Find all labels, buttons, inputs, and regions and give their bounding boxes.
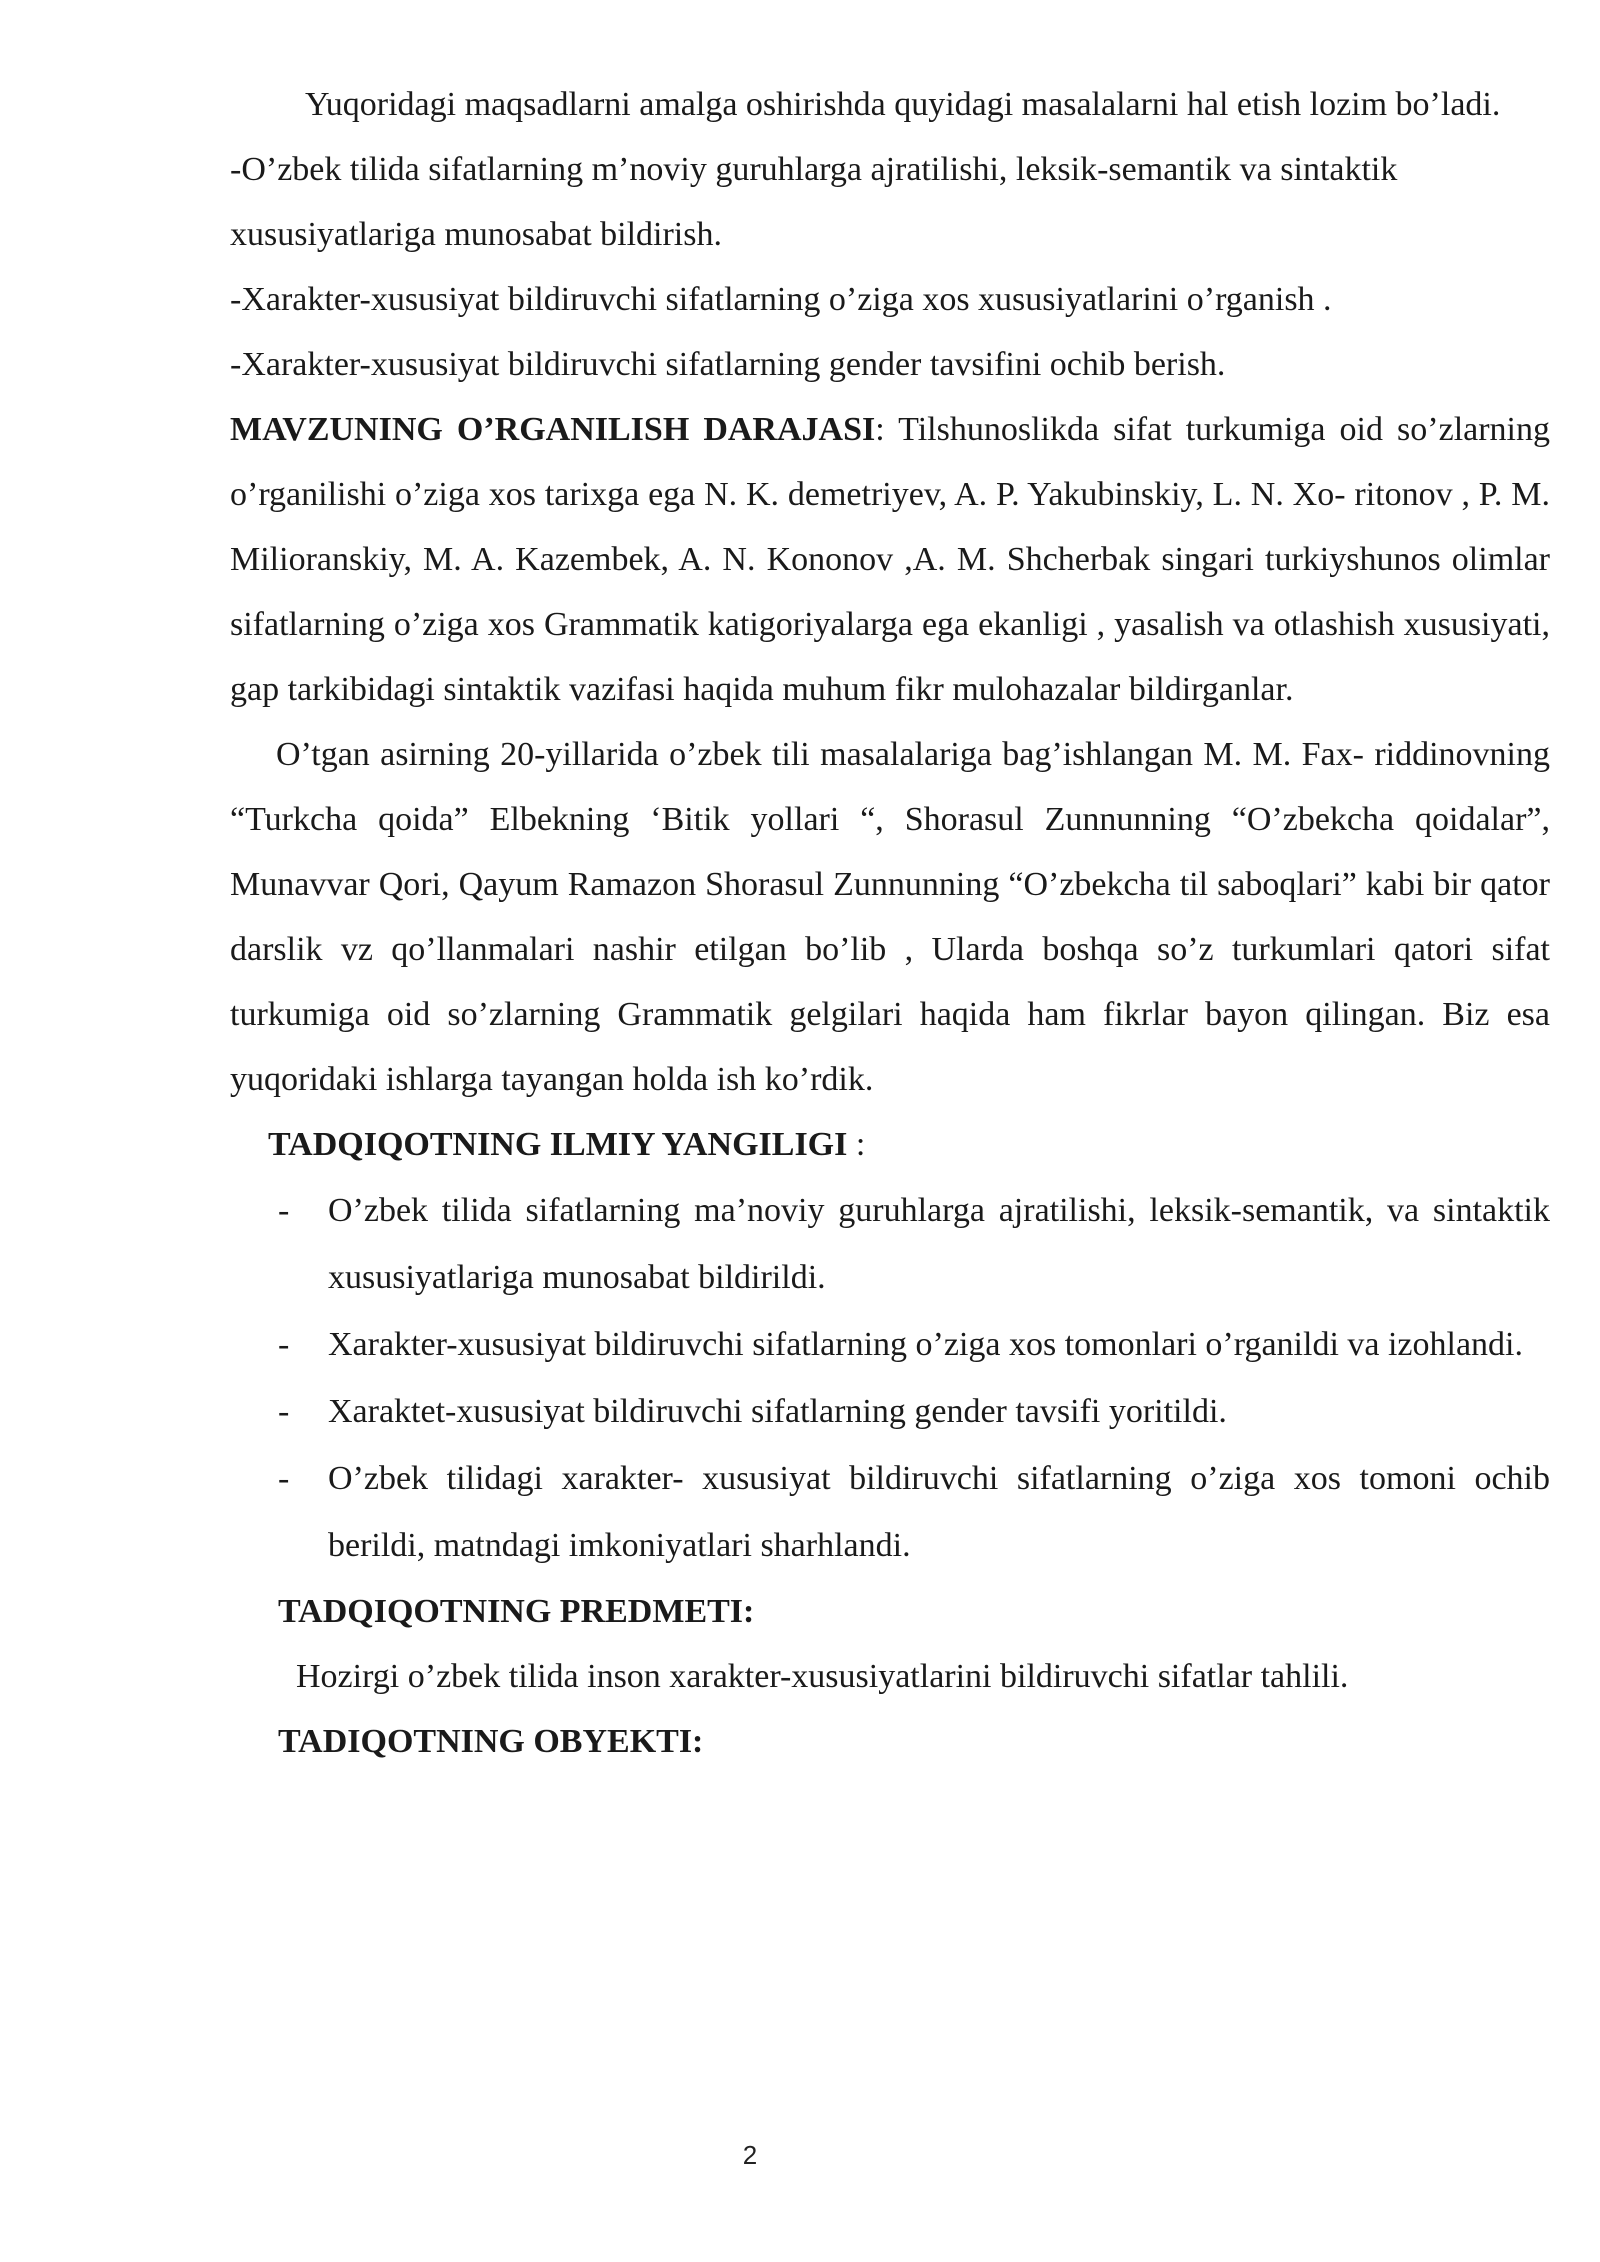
object-heading-line	[230, 1709, 1550, 1774]
novelty-separator: :	[847, 1126, 866, 1163]
object-heading: TADIQOTNING OBYEKTI:	[278, 1723, 704, 1760]
subject-heading: TADQIQOTNING PREDMETI:	[278, 1593, 755, 1630]
list-item-text: O’zbek tilida sifatlarning ma’noviy guruhlarga ajratilishi, leksik-semantik, va sintaktik xususiyatlariga munosabat bildirildi.	[328, 1192, 1550, 1296]
task-item: -O’zbek tilida sifatlarning m’noviy guruhlarga ajratilishi, leksik-semantik va sintaktik xususiyatlariga munosabat bildirish.	[230, 151, 1398, 253]
novelty-heading-line	[230, 1112, 1550, 1177]
subject-heading-line	[230, 1579, 1550, 1644]
list-item	[278, 1445, 1550, 1579]
task-item: -Xarakter-xususiyat bildiruvchi sifatlarning o’ziga xos xususiyatlarini o’rganish .	[230, 281, 1332, 318]
intro-paragraph: Yuqoridagi maqsadlarni amalga oshirishda quyidagi masalalarni hal etish lozim bo’ladi.	[305, 86, 1501, 123]
list-dash: -	[278, 1326, 290, 1363]
study-level-paragraph	[230, 397, 1550, 722]
document-page	[230, 72, 1550, 1774]
list-dash: -	[278, 1393, 290, 1430]
page-number: 2	[742, 2140, 758, 2170]
history-paragraph: O’tgan asirning 20-yillarida o’zbek tili masalalariga bag’ishlangan M. M. Fax- riddinovning “Turkcha qoida” Elbekning ‘Bitik yollari “, Shorasul Zunnunning “O’zbekcha qoidalar”, Munavvar Qori, Qayum Ramazon Shorasul Zunnunning “O’zbekcha til saboqlari” kabi bir qator darslik vz qo’llanmalari nashir etilgan bo’lib , Ularda boshqa so’z turkumlari qatori sifat turkumiga oid so’zlarning Grammatik gelgilari haqida ham fikrlar bayon qilingan. Biz esa yuqoridaki ishlarga tayangan holda ish ko’rdik.	[230, 736, 1550, 1098]
list-item-text: Xarakter-xususiyat bildiruvchi sifatlarning o’ziga xos tomonlari o’rganildi va izohlandi.	[328, 1326, 1523, 1363]
list-dash: -	[278, 1460, 290, 1497]
list-item-text: O’zbek tilidagi xarakter- xususiyat bildiruvchi sifatlarning o’ziga xos tomoni ochib berildi, matndagi imkoniyatlari sharhlandi.	[328, 1460, 1550, 1564]
subject-text: Hozirgi o’zbek tilida inson xarakter-xususiyatlarini bildiruvchi sifatlar tahlili.	[296, 1658, 1349, 1695]
list-dash: -	[278, 1192, 290, 1229]
task-item: -Xarakter-xususiyat bildiruvchi sifatlarning gender tavsifini ochib berish.	[230, 346, 1226, 383]
novelty-heading: TADQIQOTNING ILMIY YANGILIGI	[268, 1126, 848, 1163]
list-item	[278, 1311, 1550, 1378]
study-level-text: Tilshunoslikda sifat turkumiga oid so’zlarning o’rganilishi o’ziga xos tarixga ega N. K. demetriyev, A. P. Yakubinskiy, L. N. Xo- ritonov , P. M. Milioranskiy, M. A. Kazembek, A. N. Kononov ,A. M. Shcherbak singari turkiyshunos olimlar sifatlarning o’ziga xos Grammatik katigoriyalarga ega ekanligi , yasalish va otlashish xususiyati, gap tarkibidagi sintaktik vazifasi haqida muhum fikr mulohazalar bildirganlar.	[230, 411, 1550, 708]
study-level-separator: :	[875, 411, 885, 448]
list-item-text: Xaraktet-xususiyat bildiruvchi sifatlarning gender tavsifi yoritildi.	[328, 1393, 1227, 1430]
list-item	[278, 1378, 1550, 1445]
novelty-list	[230, 1177, 1550, 1579]
study-level-heading: MAVZUNING O’RGANILISH DARAJASI	[230, 411, 876, 448]
list-item	[278, 1177, 1550, 1311]
